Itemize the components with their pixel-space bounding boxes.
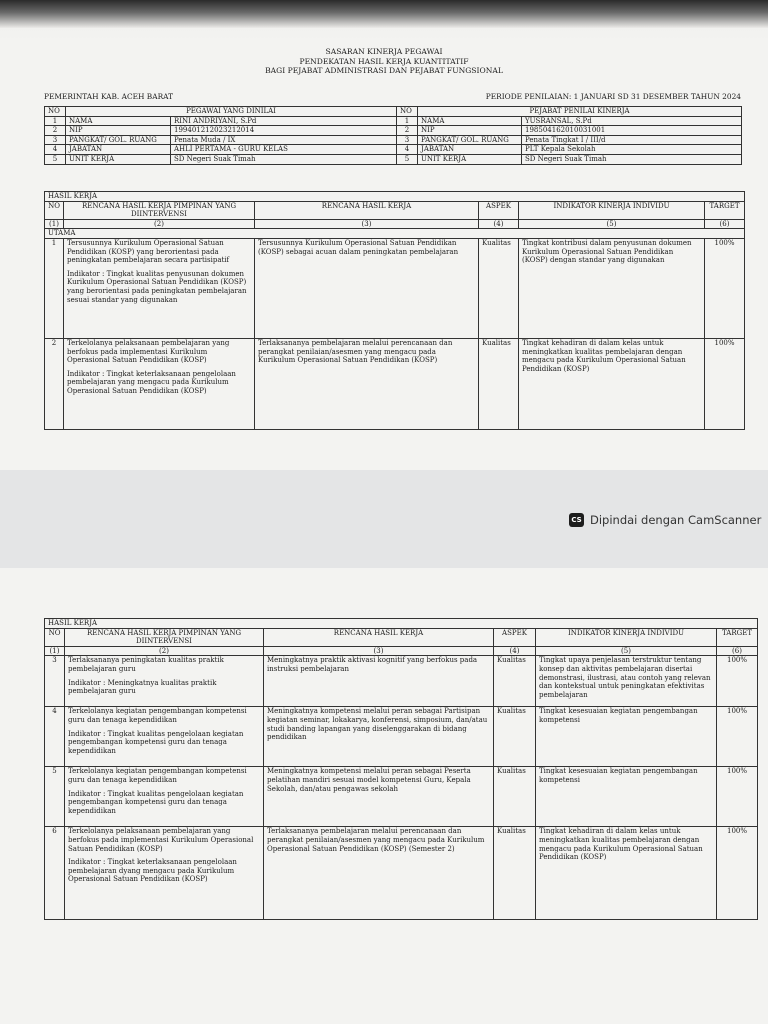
identity-row [45, 126, 742, 136]
rencana-cell: Meningkatnya praktik aktivasi kognitif yang berfokus pada instruksi pembelajaran [264, 656, 494, 707]
scan-shadow [0, 0, 768, 28]
identity-row [45, 135, 742, 145]
pimpinan-cell [64, 338, 255, 429]
pimpinan-indikator: Indikator : Tingkat kualitas pengelolaan kegiatan pengembangan kompetensi guru dan tenaga kependidikan [68, 789, 244, 815]
col-number: (6) [705, 219, 745, 229]
pegawai-value: 199401212023212014 [171, 126, 397, 136]
col-number: (1) [45, 219, 64, 229]
table-row [45, 767, 758, 827]
table-row [45, 338, 745, 429]
row-label: PANGKAT/ GOL. RUANG [66, 135, 171, 145]
row-no: 3 [45, 656, 65, 707]
col-number: (2) [65, 646, 264, 656]
row-no: 2 [45, 338, 64, 429]
pimpinan-indikator: Indikator : Tingkat kualitas pengelolaan kegiatan pengembangan kompetensi guru dan tenaga kependidikan [68, 729, 244, 755]
row-no: 5 [45, 154, 66, 164]
row-label: JABATAN [66, 145, 171, 155]
aspek-cell: Kualitas [494, 827, 536, 920]
row-label: NIP [66, 126, 171, 136]
no-header: NO [45, 201, 64, 219]
pimpinan-cell [65, 656, 264, 707]
pegawai-value: AHLI PERTAMA - GURU KELAS [171, 145, 397, 155]
pegawai-value: Penata Muda / IX [171, 135, 397, 145]
pimpinan-text: Terkelolanya kegiatan pengembangan kompetensi guru dan tenaga kependidikan [68, 707, 247, 724]
col-number: (5) [519, 219, 705, 229]
doc-title-2: PENDEKATAN HASIL KERJA KUANTITATIF [299, 56, 469, 66]
pimpinan-indikator: Indikator : Tingkat kualitas penyusunan dokumen Kurikulum Operasional Satuan Pendidikan (KOSP) yang berorientasi pada peningkatan pembelajaran sesuai standar yang digunakan [67, 269, 247, 304]
row-label: UNIT KERJA [66, 154, 171, 164]
table-row [45, 656, 758, 707]
col-number: (5) [536, 646, 717, 656]
row-no: 1 [397, 116, 418, 126]
target-cell: 100% [705, 338, 745, 429]
pegawai-value: SD Negeri Suak Timah [171, 154, 397, 164]
target-cell: 100% [717, 707, 758, 767]
col-number: (2) [64, 219, 255, 229]
pimpinan-indikator: Indikator : Tingkat keterlaksanaan pengelolaan pembelajaran dyang mengacu pada Kurikulum Operasional Satuan Pendidikan (KOSP) [68, 858, 237, 884]
column-number-row [45, 646, 758, 656]
table-row [45, 827, 758, 920]
row-label: JABATAN [418, 145, 522, 155]
no-header: NO [45, 107, 66, 117]
camscanner-icon: CS [569, 513, 584, 527]
pejabat-value: 198504162010031001 [522, 126, 742, 136]
no-header: NO [45, 628, 65, 646]
pimpinan-indikator: Indikator : Meningkatnya kualitas praktik pembelajaran guru [68, 678, 217, 696]
aspek-cell: Kualitas [494, 767, 536, 827]
col-number: (6) [717, 646, 758, 656]
indikator-cell: Tingkat upaya penjelasan terstruktur tentang konsep dan aktivitas pembelajaran disertai demonstrasi, ilustrasi, atau contoh yang relevan dan kontekstual untuk peningkatan efektivitas pembelajaran [536, 656, 717, 707]
identity-header-row [45, 107, 742, 117]
table-row [45, 238, 745, 338]
row-label: NAMA [418, 116, 522, 126]
pimpinan-text: Terkelolanya pelaksanaan pembelajaran yang berfokus pada implementasi Kurikulum Operasional Satuan Pendidikan (KOSP) [67, 338, 230, 365]
indikator-header: INDIKATOR KINERJA INDIVIDU [536, 628, 717, 646]
row-no: 1 [45, 238, 64, 338]
col-number: (4) [479, 219, 519, 229]
row-no: 2 [397, 126, 418, 136]
pejabat-value: YUSRANSAL, S.Pd [522, 116, 742, 126]
col-number: (4) [494, 646, 536, 656]
column-number-row [45, 219, 745, 229]
row-no: 4 [45, 707, 65, 767]
doc-title-1: SASARAN KINERJA PEGAWAI [325, 47, 443, 56]
pimpinan-text: Tersusunnya Kurikulum Operasional Satuan Pendidikan (KOSP) yang berorientasi pada peningkatan pembelajaran secara partisipatif [67, 238, 230, 265]
indikator-cell: Tingkat kesesuaian kegiatan pengembangan kompetensi [536, 707, 717, 767]
rencana-cell: Meningkatnya kompetensi melalui peran sebagai Peserta pelatihan mandiri sesuai model kompetensi Guru, Kepala Sekolah, dan/atau pengawas sekolah [264, 767, 494, 827]
identity-row [45, 145, 742, 155]
pimpinan-text: Terkelolanya kegiatan pengembangan kompetensi guru dan tenaga kependidikan [68, 767, 247, 784]
col-number: (1) [45, 646, 65, 656]
row-label: NIP [418, 126, 522, 136]
pejabat-header: PEJABAT PENILAI KINERJA [418, 107, 742, 117]
rencana-header: RENCANA HASIL KERJA [264, 628, 494, 646]
rencana-cell: Meningkatnya kompetensi melalui peran sebagai Partisipan kegiatan seminar, lokakarya, konferensi, simposium, dan/atau studi banding lapangan yang diselenggarakan di bidang pendidikan [264, 707, 494, 767]
aspek-header: ASPEK [494, 628, 536, 646]
aspek-header: ASPEK [479, 201, 519, 219]
camscanner-caption [569, 513, 761, 527]
no-header: NO [397, 107, 418, 117]
target-header: TARGET [705, 201, 745, 219]
target-cell: 100% [705, 238, 745, 338]
pimpinan-cell [65, 767, 264, 827]
scan-page-2 [0, 568, 768, 1024]
col-number: (3) [264, 646, 494, 656]
aspek-cell: Kualitas [479, 338, 519, 429]
row-label: PANGKAT/ GOL. RUANG [418, 135, 522, 145]
row-no: 5 [45, 767, 65, 827]
identity-row [45, 154, 742, 164]
pimpinan-text: Terkelolanya pelaksanaan pembelajaran yang berfokus pada implementasi Kurikulum Operasional Satuan Pendidikan (KOSP) [68, 827, 254, 853]
rencana-cell: Terlaksananya pembelajaran melalui perencanaan dan perangkat penilaian/asesmen yang mengacu pada Kurikulum Operasional Satuan Pendidikan (KOSP) [255, 338, 479, 429]
col-number: (3) [255, 219, 479, 229]
target-cell: 100% [717, 656, 758, 707]
indikator-cell: Tingkat kontribusi dalam penyusunan dokumen Kurikulum Operasional Satuan Pendidikan (KOSP) dengan standar yang digunakan [519, 238, 705, 338]
row-label: NAMA [66, 116, 171, 126]
rencana-cell: Terlaksananya pembelajaran melalui perencanaan dan perangkat penilaian/asesmen yang mengacu pada Kurikulum Operasional Satuan Pendidikan (KOSP) (Semester 2) [264, 827, 494, 920]
row-no: 4 [45, 145, 66, 155]
target-cell: 100% [717, 827, 758, 920]
row-no: 1 [45, 116, 66, 126]
pegawai-value: RINI ANDRIYANI, S.Pd [171, 116, 397, 126]
identity-row [45, 116, 742, 126]
indikator-cell: Tingkat kehadiran di dalam kelas untuk meningkatkan kualitas pembelajaran dengan mengacu pada Kurikulum Operasional Satuan Pendidikan (KOSP) [536, 827, 717, 920]
hasil-header-row [45, 201, 745, 219]
pimpinan-text: Terlaksananya peningkatan kualitas praktik pembelajaran guru [68, 656, 224, 673]
pejabat-value: Penata Tingkat I / III/d [522, 135, 742, 145]
aspek-cell: Kualitas [479, 238, 519, 338]
pejabat-value: SD Negeri Suak Timah [522, 154, 742, 164]
target-header: TARGET [717, 628, 758, 646]
hasil-kerja-table-2 [44, 618, 758, 920]
aspek-cell: Kualitas [494, 656, 536, 707]
row-no: 5 [397, 154, 418, 164]
target-cell: 100% [717, 767, 758, 827]
pegawai-header: PEGAWAI YANG DINILAI [66, 107, 397, 117]
pejabat-value: PLT Kepala Sekolah [522, 145, 742, 155]
utama-label: UTAMA [45, 229, 745, 239]
pimpinan-indikator: Indikator : Tingkat keterlaksanaan pengelolaan pembelajaran yang mengacu pada Kurikulum Operasional Satuan Pendidikan (KOSP) [67, 369, 236, 395]
document-header [0, 47, 768, 76]
hasil-kerja-table-1 [44, 191, 745, 430]
indikator-cell: Tingkat kehadiran di dalam kelas untuk meningkatkan kualitas pembelajaran dengan mengacu pada Kurikulum Operasional Satuan Pendidikan (KOSP) [519, 338, 705, 429]
camscanner-text: Dipindai dengan CamScanner [590, 513, 762, 527]
rencana-cell: Tersusunnya Kurikulum Operasional Satuan Pendidikan (KOSP) sebagai acuan dalam peningkatan pembelajaran [255, 238, 479, 338]
rencana-pimpinan-header: RENCANA HASIL KERJA PIMPINAN YANG DIINTERVENSI [65, 628, 264, 646]
row-no: 4 [397, 145, 418, 155]
pimpinan-cell [65, 827, 264, 920]
section-label: HASIL KERJA [45, 192, 745, 202]
indikator-cell: Tingkat kesesuaian kegiatan pengembangan kompetensi [536, 767, 717, 827]
row-no: 3 [397, 135, 418, 145]
row-no: 3 [45, 135, 66, 145]
aspek-cell: Kualitas [494, 707, 536, 767]
hasil-header-row [45, 628, 758, 646]
identity-table [44, 106, 742, 165]
section-label: HASIL KERJA [45, 619, 758, 629]
rencana-pimpinan-header: RENCANA HASIL KERJA PIMPINAN YANG DIINTERVENSI [64, 201, 255, 219]
doc-title-3: BAGI PEJABAT ADMINISTRASI DAN PEJABAT FUNGSIONAL [265, 66, 503, 76]
scan-page-1 [0, 0, 768, 470]
table-row [45, 707, 758, 767]
row-no: 6 [45, 827, 65, 920]
pimpinan-cell [64, 238, 255, 338]
row-label: UNIT KERJA [418, 154, 522, 164]
indikator-header: INDIKATOR KINERJA INDIVIDU [519, 201, 705, 219]
row-no: 2 [45, 126, 66, 136]
pimpinan-cell [65, 707, 264, 767]
periode-label: PERIODE PENILAIAN: 1 JANUARI SD 31 DESEMBER TAHUN 2024 [485, 92, 741, 101]
rencana-header: RENCANA HASIL KERJA [255, 201, 479, 219]
instansi-label: PEMERINTAH KAB. ACEH BARAT [44, 92, 174, 101]
